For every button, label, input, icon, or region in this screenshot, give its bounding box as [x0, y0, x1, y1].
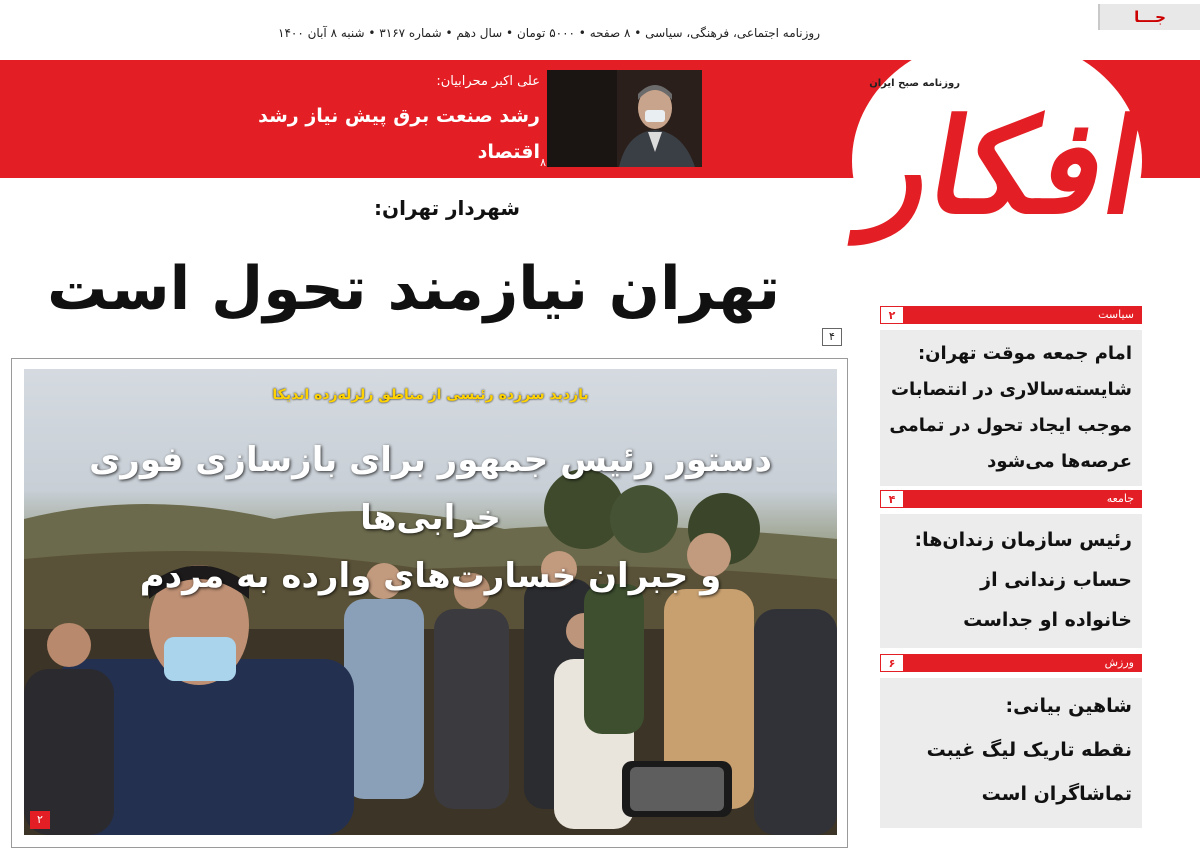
section-page-number: ۶	[880, 654, 904, 672]
main-photo-frame	[11, 358, 848, 848]
main-headline[interactable]: تهران نیازمند تحول است	[47, 254, 780, 324]
section-label: جامعه	[1106, 492, 1134, 505]
teaser-title-line: رشد صنعت برق پیش نیاز رشد اقتصاد	[258, 105, 540, 163]
photo-headline-line: دستور رئیس جمهور برای بازسازی فوری خرابی‌ها	[89, 440, 772, 538]
section-bar-sports[interactable]	[880, 654, 1142, 672]
story-line: خانواده او جداست	[963, 609, 1132, 631]
corner-tab: جـــا	[1098, 4, 1200, 30]
section-body-society[interactable]	[880, 514, 1142, 648]
newspaper-logo: افکار	[855, 90, 1155, 243]
photo-page-number: ۲	[30, 811, 50, 829]
teaser-page-number: ۸	[540, 156, 546, 169]
story-line: عرصه‌ها می‌شود	[987, 451, 1132, 472]
story-line: موجب ایجاد تحول در تمامی	[889, 415, 1132, 436]
headline-page-number: ۴	[822, 328, 842, 346]
section-bar-politics[interactable]	[880, 306, 1142, 324]
story-line: شاهین بیانی:	[1005, 695, 1132, 717]
teaser-title-line: کشور است	[434, 177, 540, 199]
headline-kicker: شهردار تهران:	[374, 196, 520, 220]
story-line: حساب زندانی از	[980, 569, 1132, 591]
section-body-sports[interactable]	[880, 678, 1142, 828]
story-line: رئیس سازمان زندان‌ها:	[914, 529, 1132, 551]
section-page-number: ۴	[880, 490, 904, 508]
section-label: سیاست	[1098, 308, 1134, 321]
section-page-number: ۲	[880, 306, 904, 324]
story-line: امام جمعه موقت تهران:	[917, 343, 1132, 364]
section-body-politics[interactable]	[880, 330, 1142, 486]
story-line: تماشاگران است	[981, 783, 1132, 805]
section-label: ورزش	[1104, 656, 1134, 669]
teaser-author: علی اکبر محرابیان:	[436, 74, 540, 89]
story-line: شایسته‌سالاری در انتصابات	[890, 379, 1132, 400]
issue-info-line: روزنامه اجتماعی، فرهنگی، سیاسی • ۸ صفحه • ۵۰۰۰ تومان • سال دهم • شماره ۳۱۶۷ • شنبه ۸ آبان ۱۴۰۰	[278, 26, 820, 40]
portrait-illustration	[547, 70, 702, 167]
teaser-title[interactable]	[240, 98, 540, 206]
main-photo[interactable]	[24, 369, 837, 835]
section-bar-society[interactable]	[880, 490, 1142, 508]
photo-headline[interactable]	[24, 431, 837, 605]
photo-caption-kicker: بازدید سرزده رئیسی از مناطق زلزله‌زده اندیکا	[272, 387, 589, 403]
teaser-portrait-photo[interactable]	[547, 70, 702, 167]
story-line: نقطه تاریک لیگ غیبت	[926, 739, 1132, 761]
logo-tagline: روزنامه صبح ایران	[869, 78, 960, 89]
photo-headline-line: و جبران خسارت‌های وارده به مردم	[139, 556, 722, 596]
